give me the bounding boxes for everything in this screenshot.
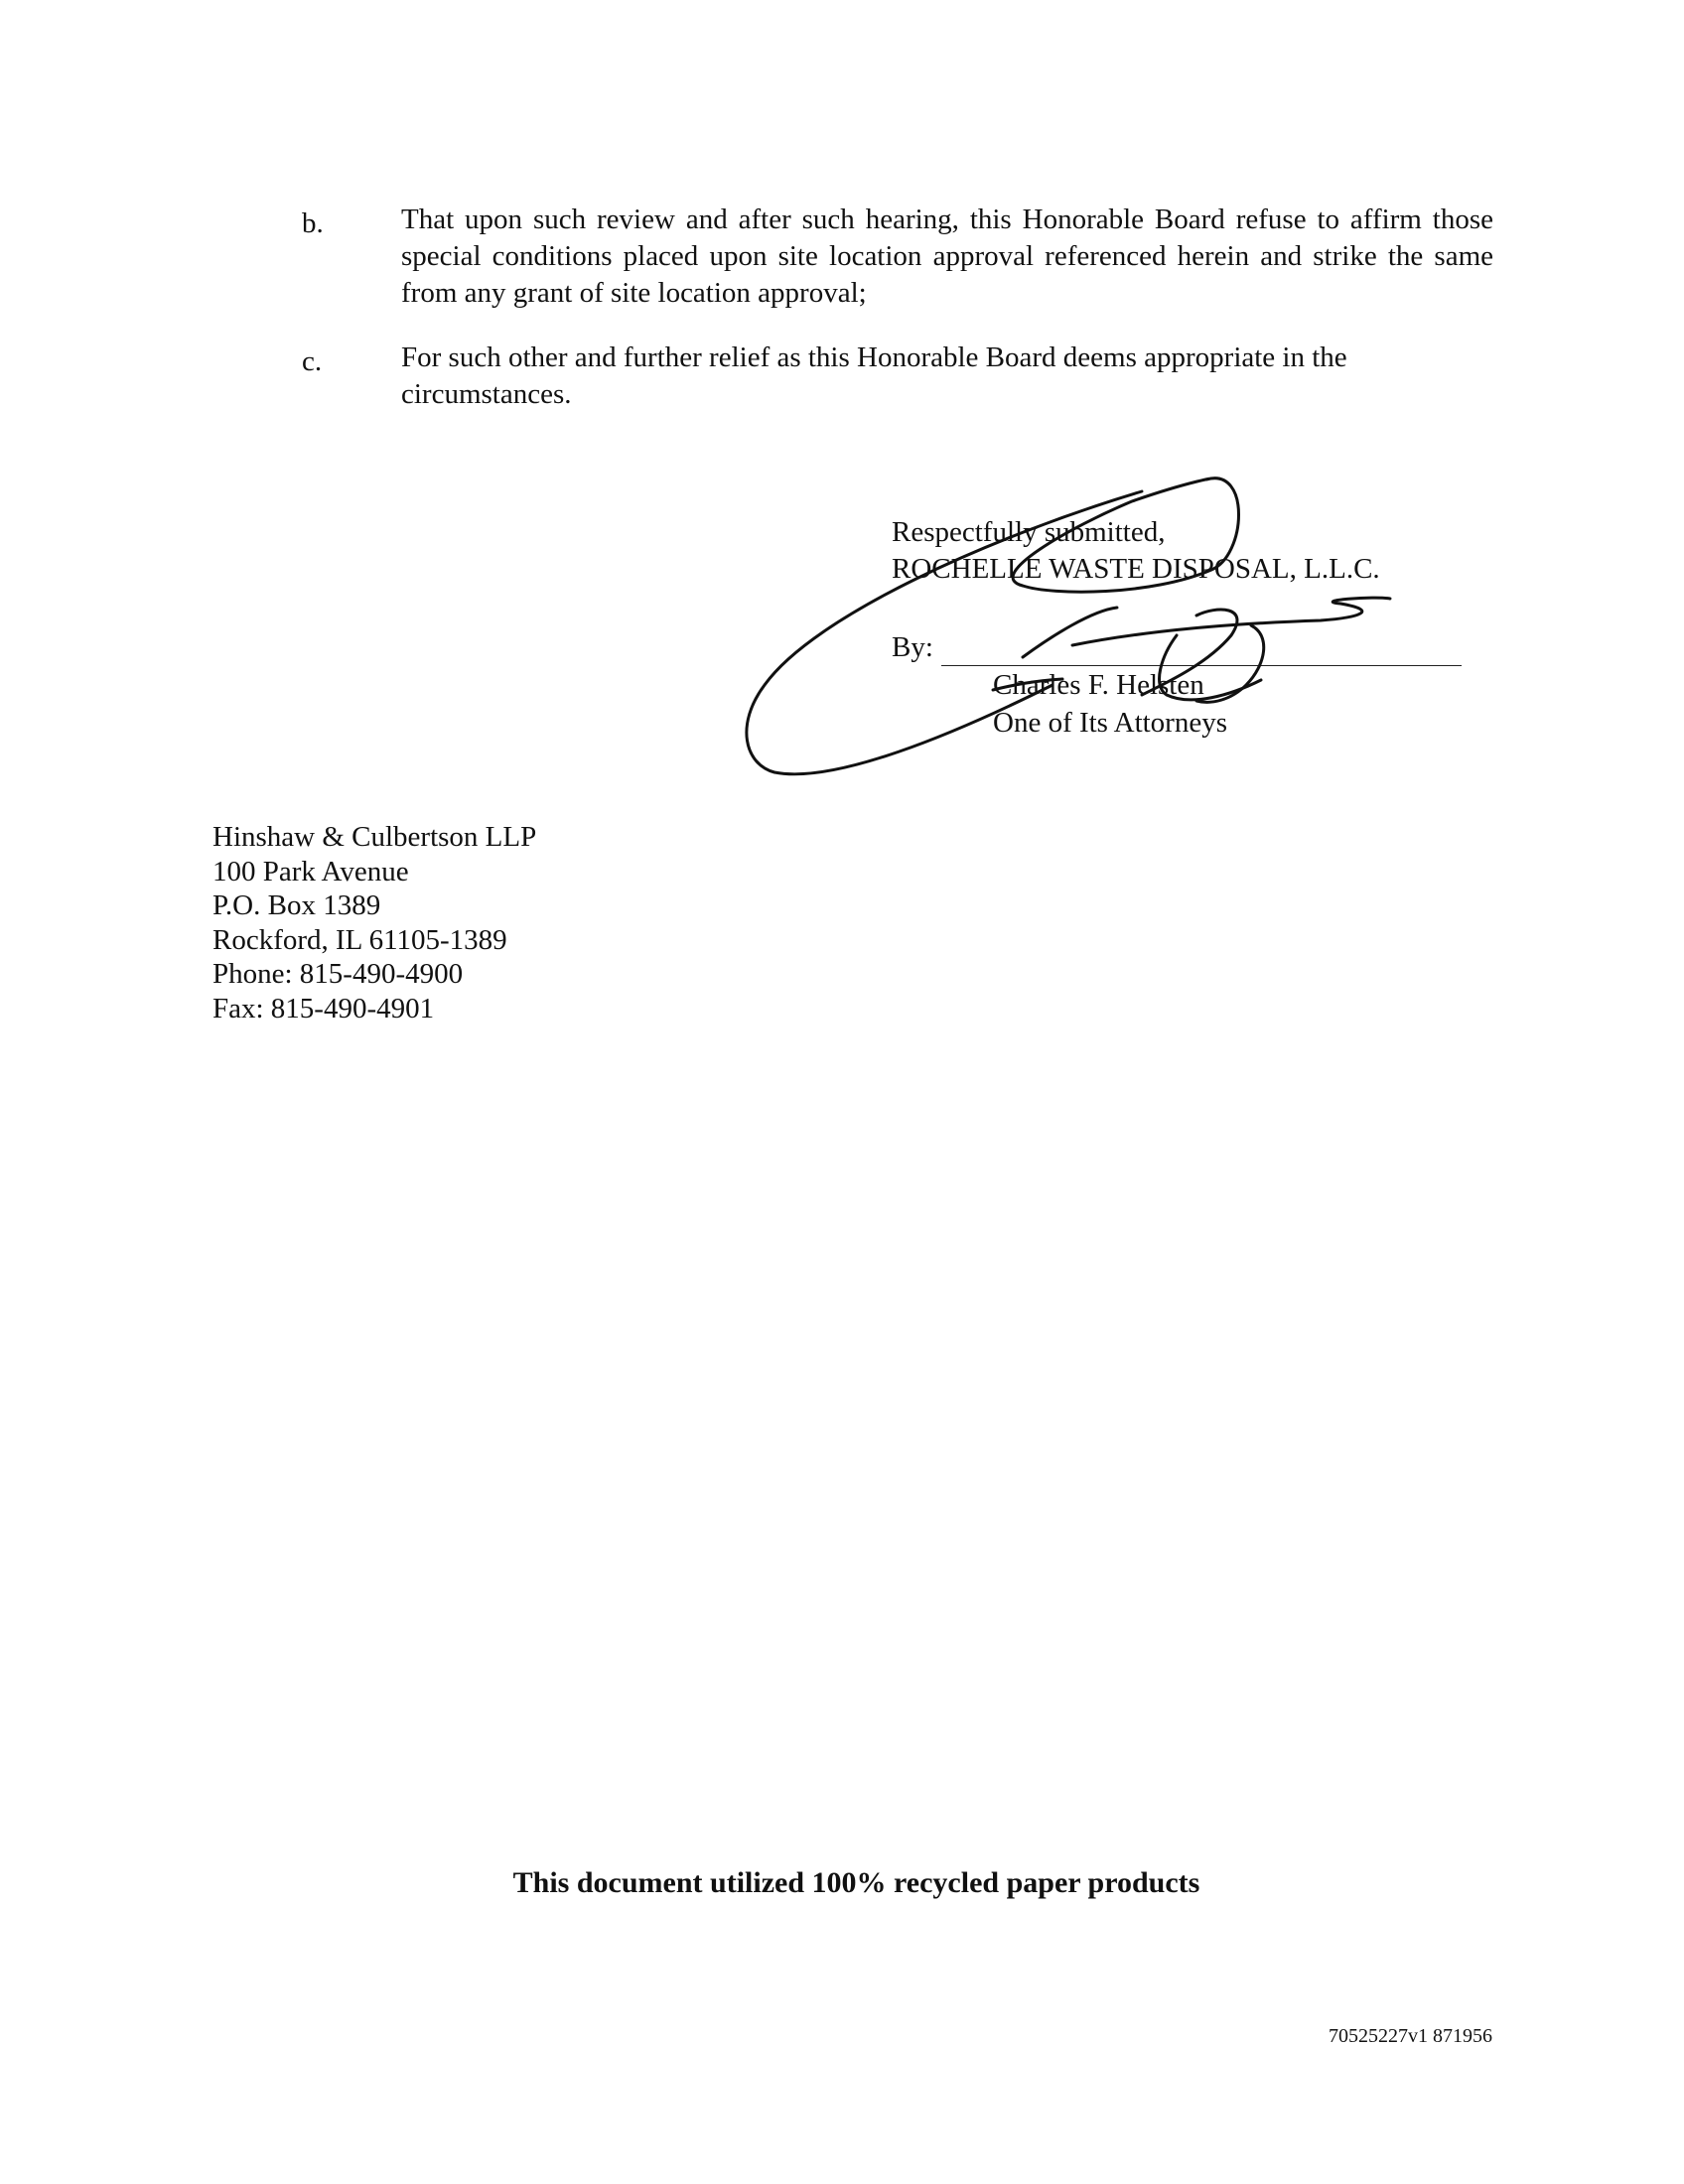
item-letter: b.: [302, 207, 324, 239]
item-letter: c.: [302, 345, 323, 377]
signer-title: One of Its Attorneys: [993, 707, 1227, 739]
closing-text: Respectfully submitted,: [892, 516, 1166, 548]
signature-line: [941, 665, 1462, 666]
document-id: 70525227v1 871956: [1329, 2025, 1492, 2047]
firm-address: [212, 820, 536, 1025]
signature-block: [892, 514, 1487, 588]
item-text: For such other and further relief as this Honorable Board deems appropriate in the circumstances.: [401, 341, 1347, 410]
signer-name: Charles F. Helsten: [993, 669, 1204, 701]
firm-name: Hinshaw & Culbertson LLP: [212, 821, 537, 853]
by-label: By:: [892, 631, 933, 663]
recycled-paper-note: This document utilized 100% recycled paper products: [512, 1866, 1200, 1899]
fax-number: Fax: 815-490-4901: [212, 992, 435, 1024]
po-box: P.O. Box 1389: [212, 889, 381, 921]
street-address: 100 Park Avenue: [212, 855, 409, 887]
phone-number: Phone: 815-490-4900: [212, 958, 464, 990]
item-text: That upon such review and after such hearing, this Honorable Board refuse to affirm those special conditions placed upon site location approval referenced herein and strike the same from any grant of site location approval;: [401, 204, 1493, 309]
city-state-zip: Rockford, IL 61105-1389: [212, 923, 507, 956]
party-name: ROCHELLE WASTE DISPOSAL, L.L.C.: [892, 553, 1380, 585]
